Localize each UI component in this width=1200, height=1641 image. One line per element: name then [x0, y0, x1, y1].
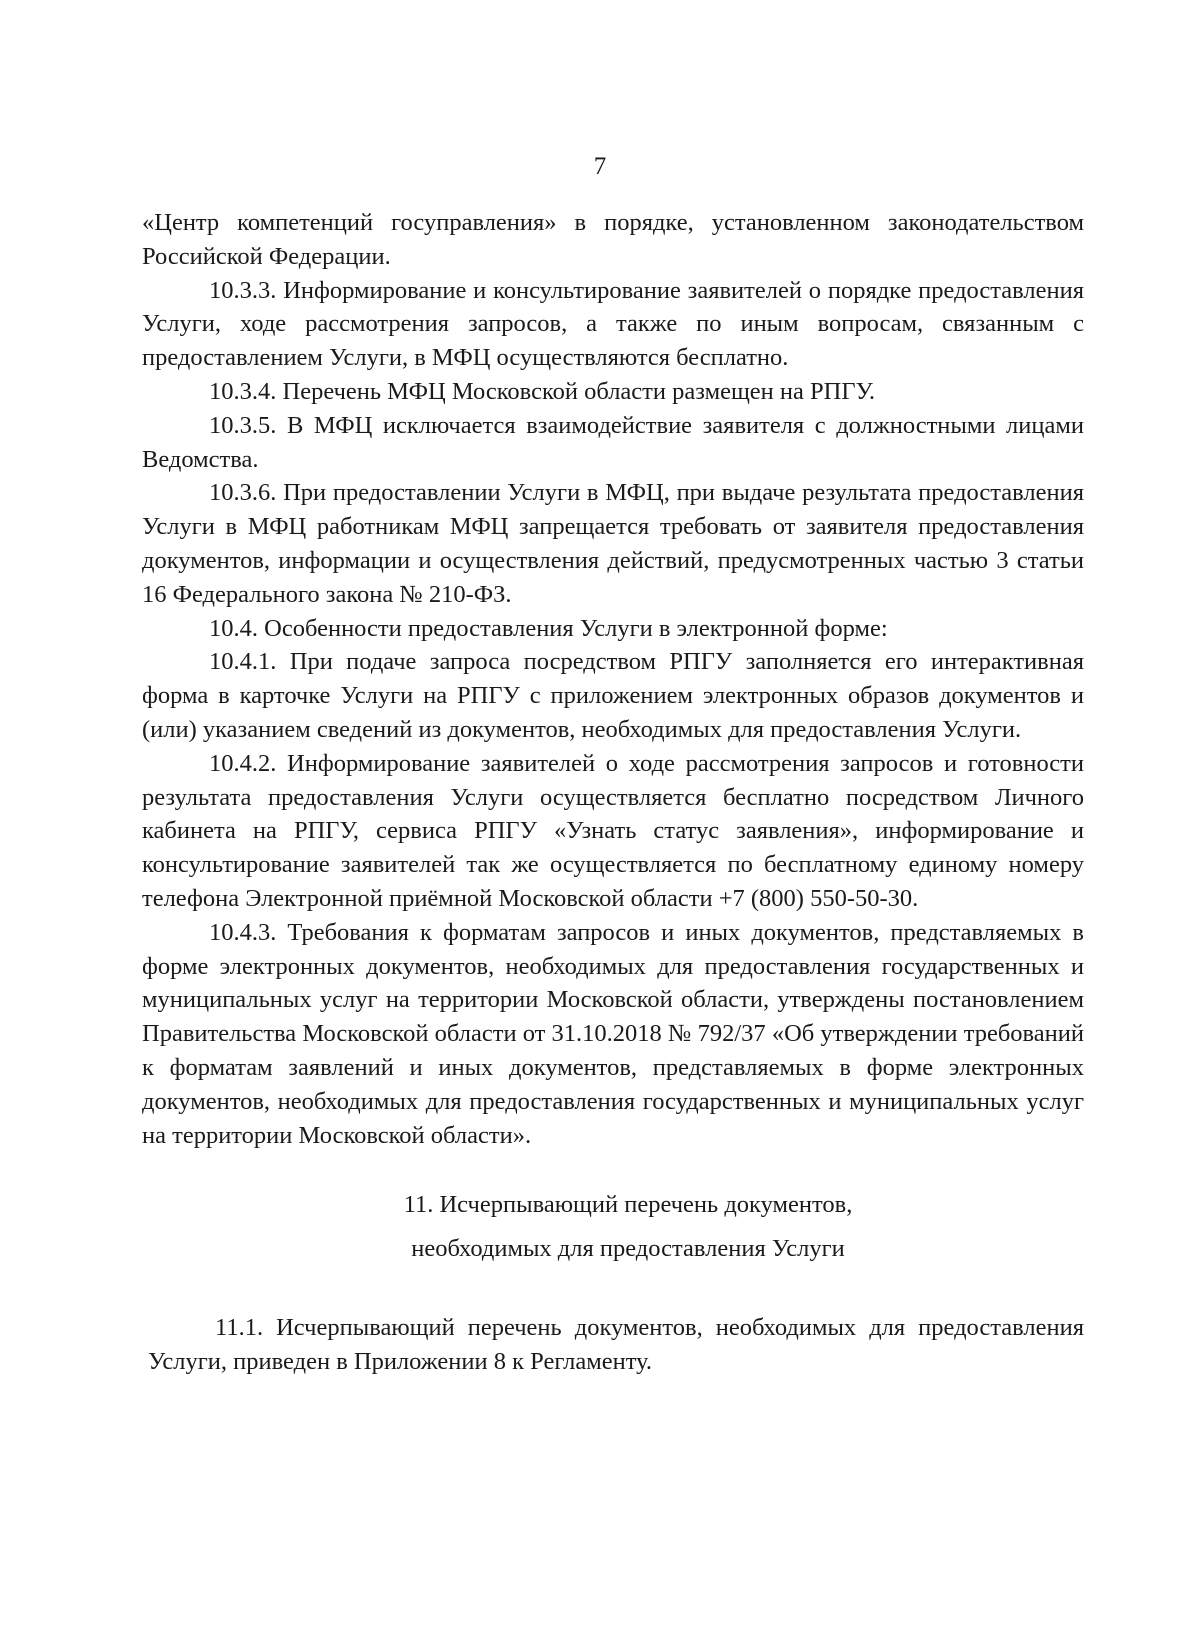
paragraph-continuation: «Центр компетенций госуправления» в порядке, установленном законодательством Российской Федерации.: [142, 209, 1084, 270]
paragraph-10-3-4: 10.3.4. Перечень МФЦ Московской области размещен на РПГУ.: [209, 377, 875, 405]
paragraph-10-4: 10.4. Особенности предоставления Услуги в электронной форме:: [209, 614, 888, 642]
paragraph-10-3-5: 10.3.5. В МФЦ исключается взаимодействие заявителя с должностными лицами Ведомства.: [142, 411, 1084, 473]
paragraph-10-3-3: 10.3.3. Информирование и консультирование заявителей о порядке предоставления Услуги, ходе рассмотрения запросов, а также по иным вопросам, связанным с предоставлением Услуги, в МФЦ осуществляются бесплатно.: [142, 276, 1084, 372]
paragraph-10-4-3: 10.4.3. Требования к форматам запросов и иных документов, представляемых в форме электронных документов, необходимых для предоставления государственных и муниципальных услуг на территории Московской области, утверждены постановлением Правительства Московской области от 31.10.2018 № 792/37 «Об утверждении требований к форматам заявлений и иных документов, представляемых в форме электронных документов, необходимых для предоставления государственных и муниципальных услуг на территории Московской области».: [142, 918, 1084, 1149]
paragraph-10-4-1: 10.4.1. При подаче запроса посредством РПГУ заполняется его интерактивная форма в карточке Услуги на РПГУ с приложением электронных образов документов и (или) указанием сведений из документов, необходимых для предоставления Услуги.: [142, 648, 1084, 743]
section-heading-line-1: 11. Исчерпывающий перечень документов,: [403, 1191, 853, 1219]
page-number: 7: [593, 153, 607, 180]
paragraph-10-4-2: 10.4.2. Информирование заявителей о ходе рассмотрения запросов и готовности результата предоставления Услуги осуществляется бесплатно посредством Личного кабинета на РПГУ, сервиса РПГУ «Узнать статус заявления», информирование и консультирование заявителей так же осуществляется по бесплатному единому номеру телефона Электронной приёмной Московской области +7 (800) 550-50-30.: [142, 749, 1084, 912]
section-11-heading: [142, 1183, 1084, 1271]
section-heading-line-2: необходимых для предоставления Услуги: [411, 1235, 845, 1263]
paragraph-11-1: 11.1. Исчерпывающий перечень документов, необходимых для предоставления Услуги, приведен в Приложении 8 к Регламенту.: [148, 1314, 1084, 1376]
paragraph-10-3-6: 10.3.6. При предоставлении Услуги в МФЦ, при выдаче результата предоставления Услуги в МФЦ работникам МФЦ запрещается требовать от заявителя предоставления документов, информации и осуществления действий, предусмотренных частью 3 статьи 16 Федерального закона № 210-ФЗ.: [142, 479, 1084, 608]
document-body: [142, 206, 1084, 1379]
